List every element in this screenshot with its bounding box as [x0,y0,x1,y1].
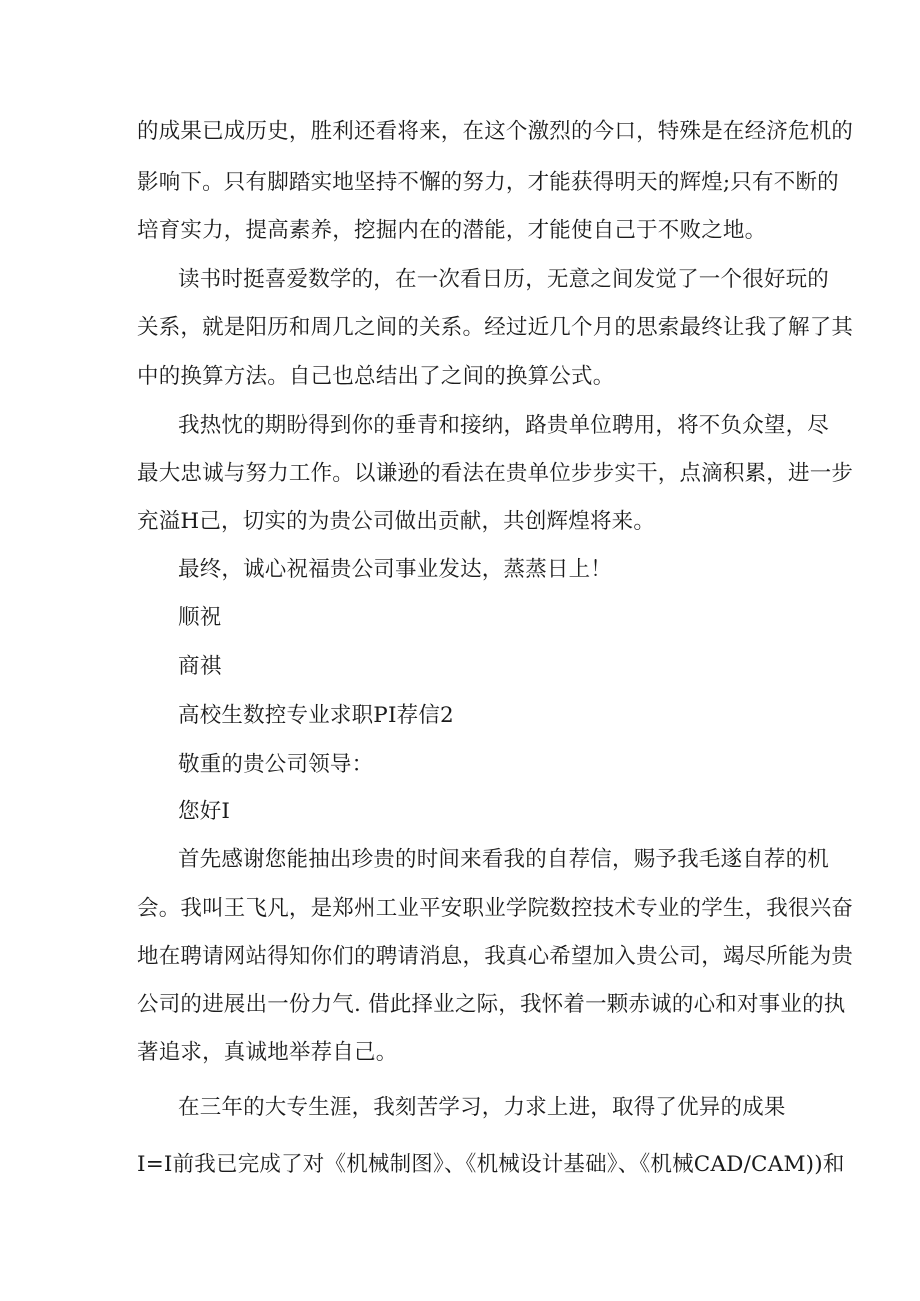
paragraph-3-line-1: 我热忱的期盼得到你的垂青和接纳，路贵单位聘用，将不负众望，尽 [178,413,830,438]
paragraph-2-line-3: 中的换算方法。自己也总结出了之间的换算公式。 [137,364,615,389]
salutation: 敬重的贵公司领导： [178,752,374,777]
paragraph-3-line-2: 最大忠诚与努力工作。以谦逊的看法在贵单位步步实干，点滴积累，进一步 [137,461,854,486]
letter-title: 高校生数控专业求职PI荐信2 [178,703,454,728]
paragraph-11: 在三年的大专生涯，我刻苦学习，力求上进，取得了优异的成果 [178,1095,786,1120]
paragraph-2-line-2: 关系，就是阳历和周几之间的关系。经过近几个月的思索最终让我了解了其 [137,315,854,340]
closing-wish: 最终，诚心祝福贵公司事业发达，蒸蒸日上！ [178,557,613,582]
closing-regards: 顺祝 [178,605,222,630]
paragraph-10-line-1: 首先感谢您能抽出珍贵的时间来看我的自荐信，赐予我毛遂自荐的机 [178,847,830,872]
paragraph-10-line-3: 地在聘请网站得知你们的聘请消息，我真心希望加入贵公司，竭尽所能为贵 [137,944,854,969]
closing-blessing: 商祺 [178,654,222,679]
paragraph-1-line-1: 的成果已成历史，胜利还看将来，在这个激烈的今口，特殊是在经济危机的 [137,119,854,144]
paragraph-10-line-4: 公司的进展出一份力气. 借此择业之际，我怀着一颗赤诚的心和对事业的执 [137,992,846,1017]
paragraph-1-line-2: 影响下。只有脚踏实地坚持不懈的努力，才能获得明天的辉煌;只有不断的 [137,170,839,195]
paragraph-1-line-3: 培育实力，提高素养，挖掘内在的潜能，才能使自己于不败之地。 [137,218,767,243]
paragraph-10-line-5: 著追求，真诚地举荐自己。 [137,1040,398,1065]
paragraph-3-line-3: 充溢H己，切实的为贵公司做出贡献，共创辉煌将来。 [137,509,656,534]
greeting: 您好I [178,799,231,824]
paragraph-12: I=I前我已完成了对《机械制图》、《机械设计基础》、《机械CAD∕CAM))和 [137,1152,845,1177]
paragraph-10-line-2: 会。我叫王飞凡，是郑州工业平安职业学院数控技术专业的学生，我很兴奋 [137,896,854,921]
paragraph-2-line-1: 读书时挺喜爱数学的，在一次看日历，无意之间发觉了一个很好玩的 [178,267,830,292]
